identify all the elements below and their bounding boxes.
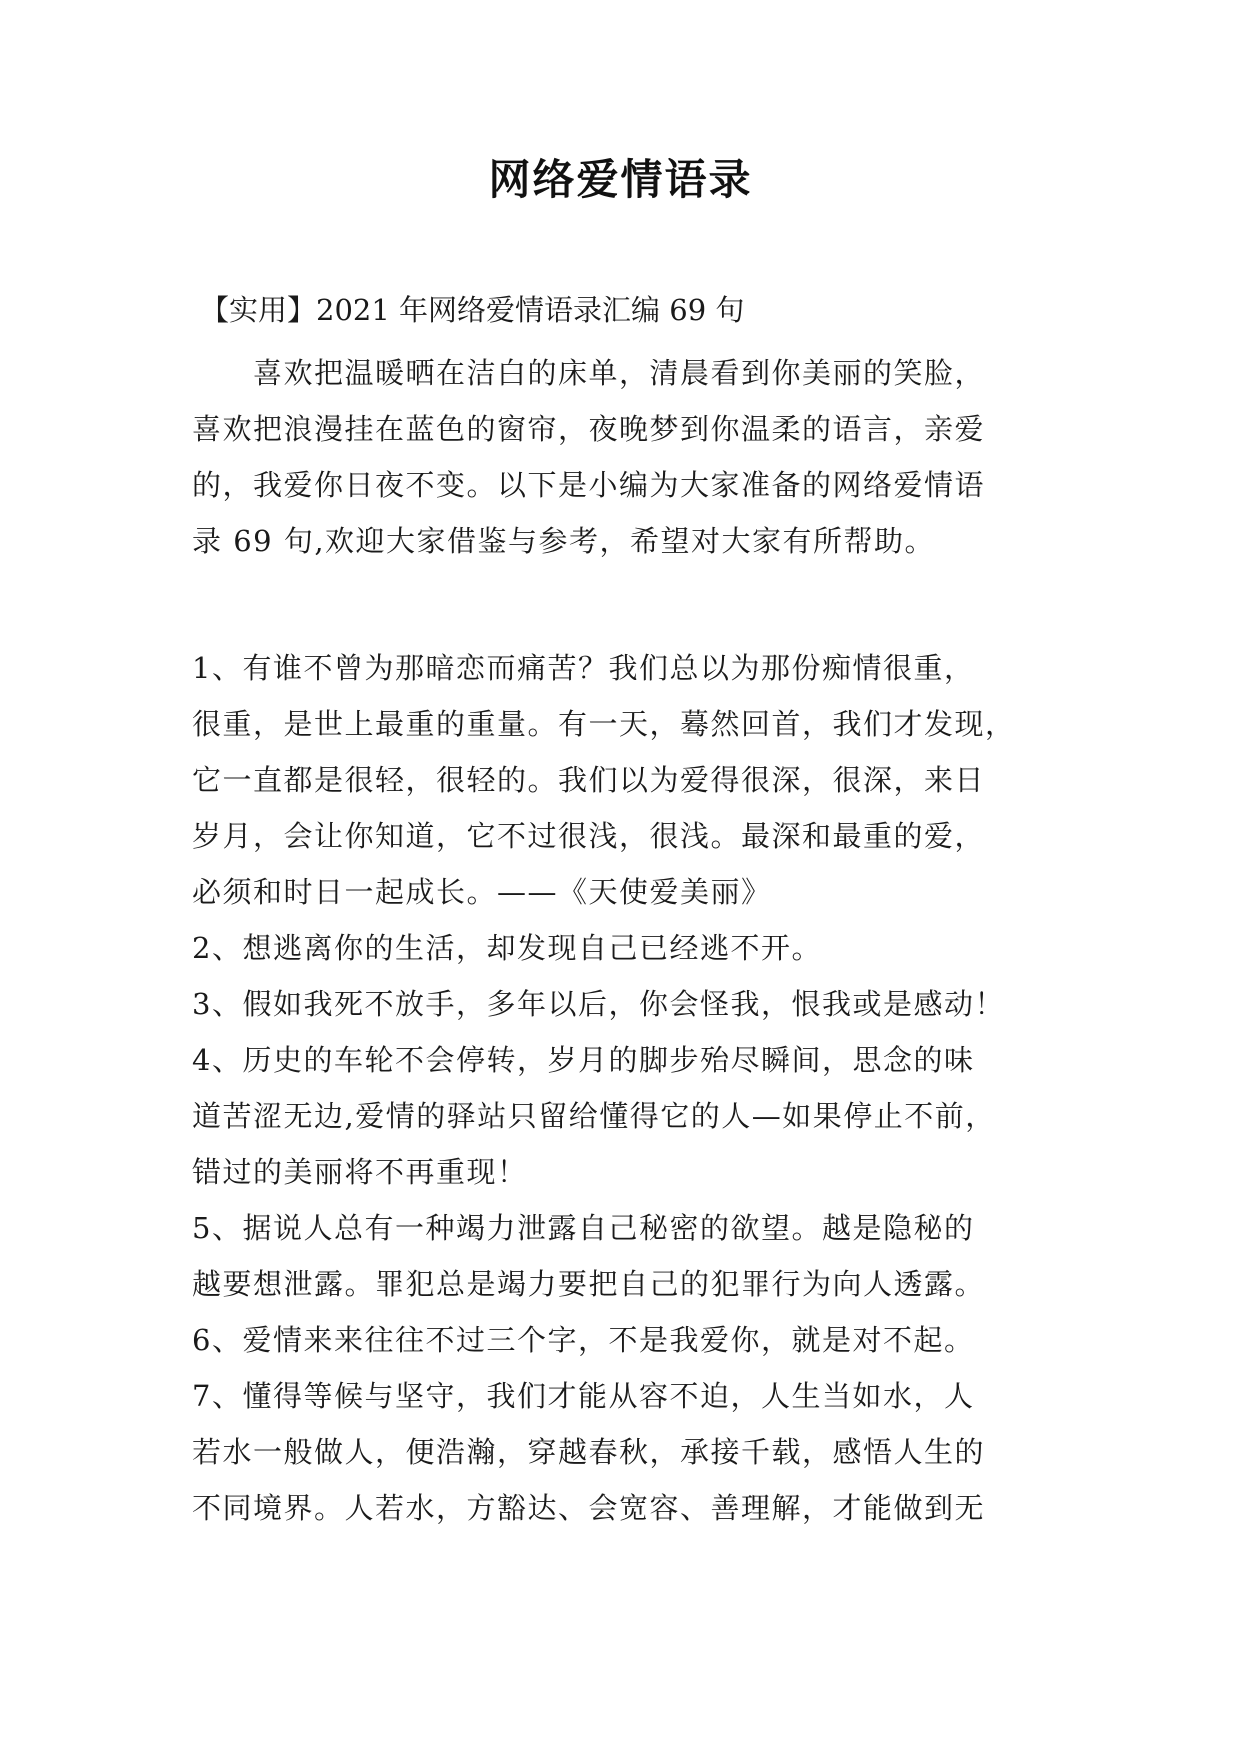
quote-line: 2、想逃离你的生活，却发现自己已经逃不开。 xyxy=(192,931,822,965)
quote-line: 错过的美丽将不再重现！ xyxy=(192,1155,528,1189)
quote-line: 道苦涩无边,爱情的驿站只留给懂得它的人—如果停止不前， xyxy=(192,1099,996,1133)
quotes-list xyxy=(192,640,1072,1536)
quote-line: 4、历史的车轮不会停转，岁月的脚步殆尽瞬间，思念的味 xyxy=(192,1043,975,1077)
quote-line: 岁月，会让你知道，它不过很浅，很浅。最深和最重的爱， xyxy=(192,819,986,853)
quote-line: 5、据说人总有一种竭力泄露自己秘密的欲望。越是隐秘的 xyxy=(192,1211,975,1245)
quote-line: 越要想泄露。罪犯总是竭力要把自己的犯罪行为向人透露。 xyxy=(192,1267,986,1301)
quote-line: 6、爱情来来往往不过三个字，不是我爱你，就是对不起。 xyxy=(192,1323,975,1357)
quote-line: 不同境界。人若水，方豁达、会宽容、善理解，才能做到无 xyxy=(192,1491,986,1525)
intro-line: 喜欢把温暖晒在洁白的床单，清晨看到你美丽的笑脸， xyxy=(192,356,986,390)
quote-line: 必须和时日一起成长。——《天使爱美丽》 xyxy=(192,875,772,909)
quote-line: 很重，是世上最重的重量。有一天，蓦然回首，我们才发现， xyxy=(192,707,1016,741)
document-title: 网络爱情语录 xyxy=(488,155,753,204)
quote-line: 若水一般做人，便浩瀚，穿越春秋，承接千载，感悟人生的 xyxy=(192,1435,986,1469)
quote-line: 3、假如我死不放手，多年以后，你会怪我，恨我或是感动！ xyxy=(192,987,1005,1021)
quote-line: 7、懂得等候与坚守，我们才能从容不迫，人生当如水，人 xyxy=(192,1379,975,1413)
intro-line: 喜欢把浪漫挂在蓝色的窗帘，夜晚梦到你温柔的语言，亲爱 xyxy=(192,412,986,446)
intro-line: 录 69 句,欢迎大家借鉴与参考，希望对大家有所帮助。 xyxy=(192,524,936,558)
intro-paragraph xyxy=(192,345,1072,569)
quote-line: 1、有谁不曾为那暗恋而痛苦？我们总以为那份痴情很重， xyxy=(192,651,975,685)
intro-line: 的，我爱你日夜不变。以下是小编为大家准备的网络爱情语 xyxy=(192,468,986,502)
document-subtitle: 【实用】2021 年网络爱情语录汇编 69 句 xyxy=(200,293,745,327)
quote-line: 它一直都是很轻，很轻的。我们以为爱得很深，很深，来日 xyxy=(192,763,986,797)
